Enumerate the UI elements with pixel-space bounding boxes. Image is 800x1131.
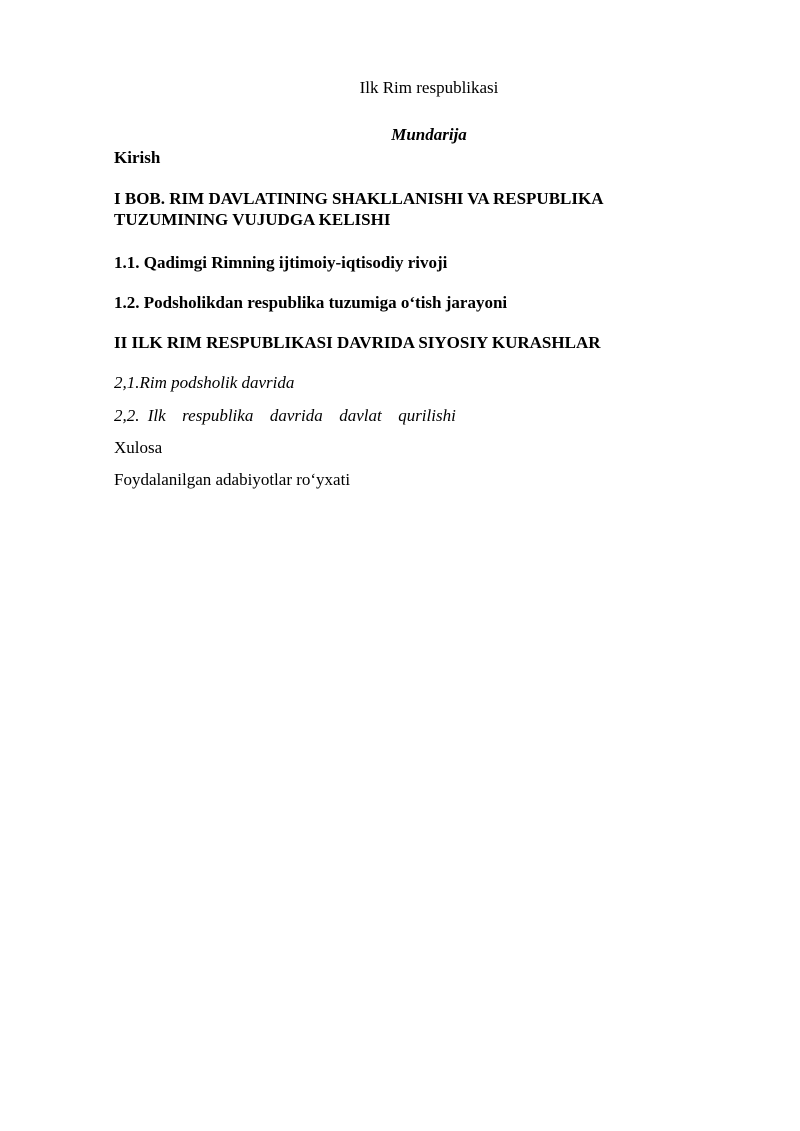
toc-entry-section-1-2: 1.2. Podsholikdan respublika tuzumiga o‘tish jarayoni — [114, 293, 508, 312]
toc-entry-section-2-2: 2,2. Ilk respublika davrida davlat qurilishi — [114, 406, 456, 425]
toc-entry-section-1-1: 1.1. Qadimgi Rimning ijtimoiy-iqtisodiy rivoji — [114, 253, 448, 272]
toc-entry-chapter-1: I BOB. RIM DAVLATINING SHAKLLANISHI VA RESPUBLIKA TUZUMINING VUJUDGA KELISHI — [114, 189, 603, 229]
document-title: Ilk Rim respublikasi — [359, 78, 499, 97]
toc-heading: Mundarija — [391, 125, 467, 144]
toc-entry-chapter-2: II ILK RIM RESPUBLIKASI DAVRIDA SIYOSIY KURASHLAR — [114, 333, 601, 352]
toc-entry-bibliography: Foydalanilgan adabiyotlar ro‘yxati — [114, 470, 351, 489]
toc-entry-conclusion: Xulosa — [114, 438, 163, 457]
toc-entry-introduction: Kirish — [114, 148, 161, 167]
toc-entry-section-2-1: 2,1.Rim podsholik davrida — [114, 373, 295, 392]
